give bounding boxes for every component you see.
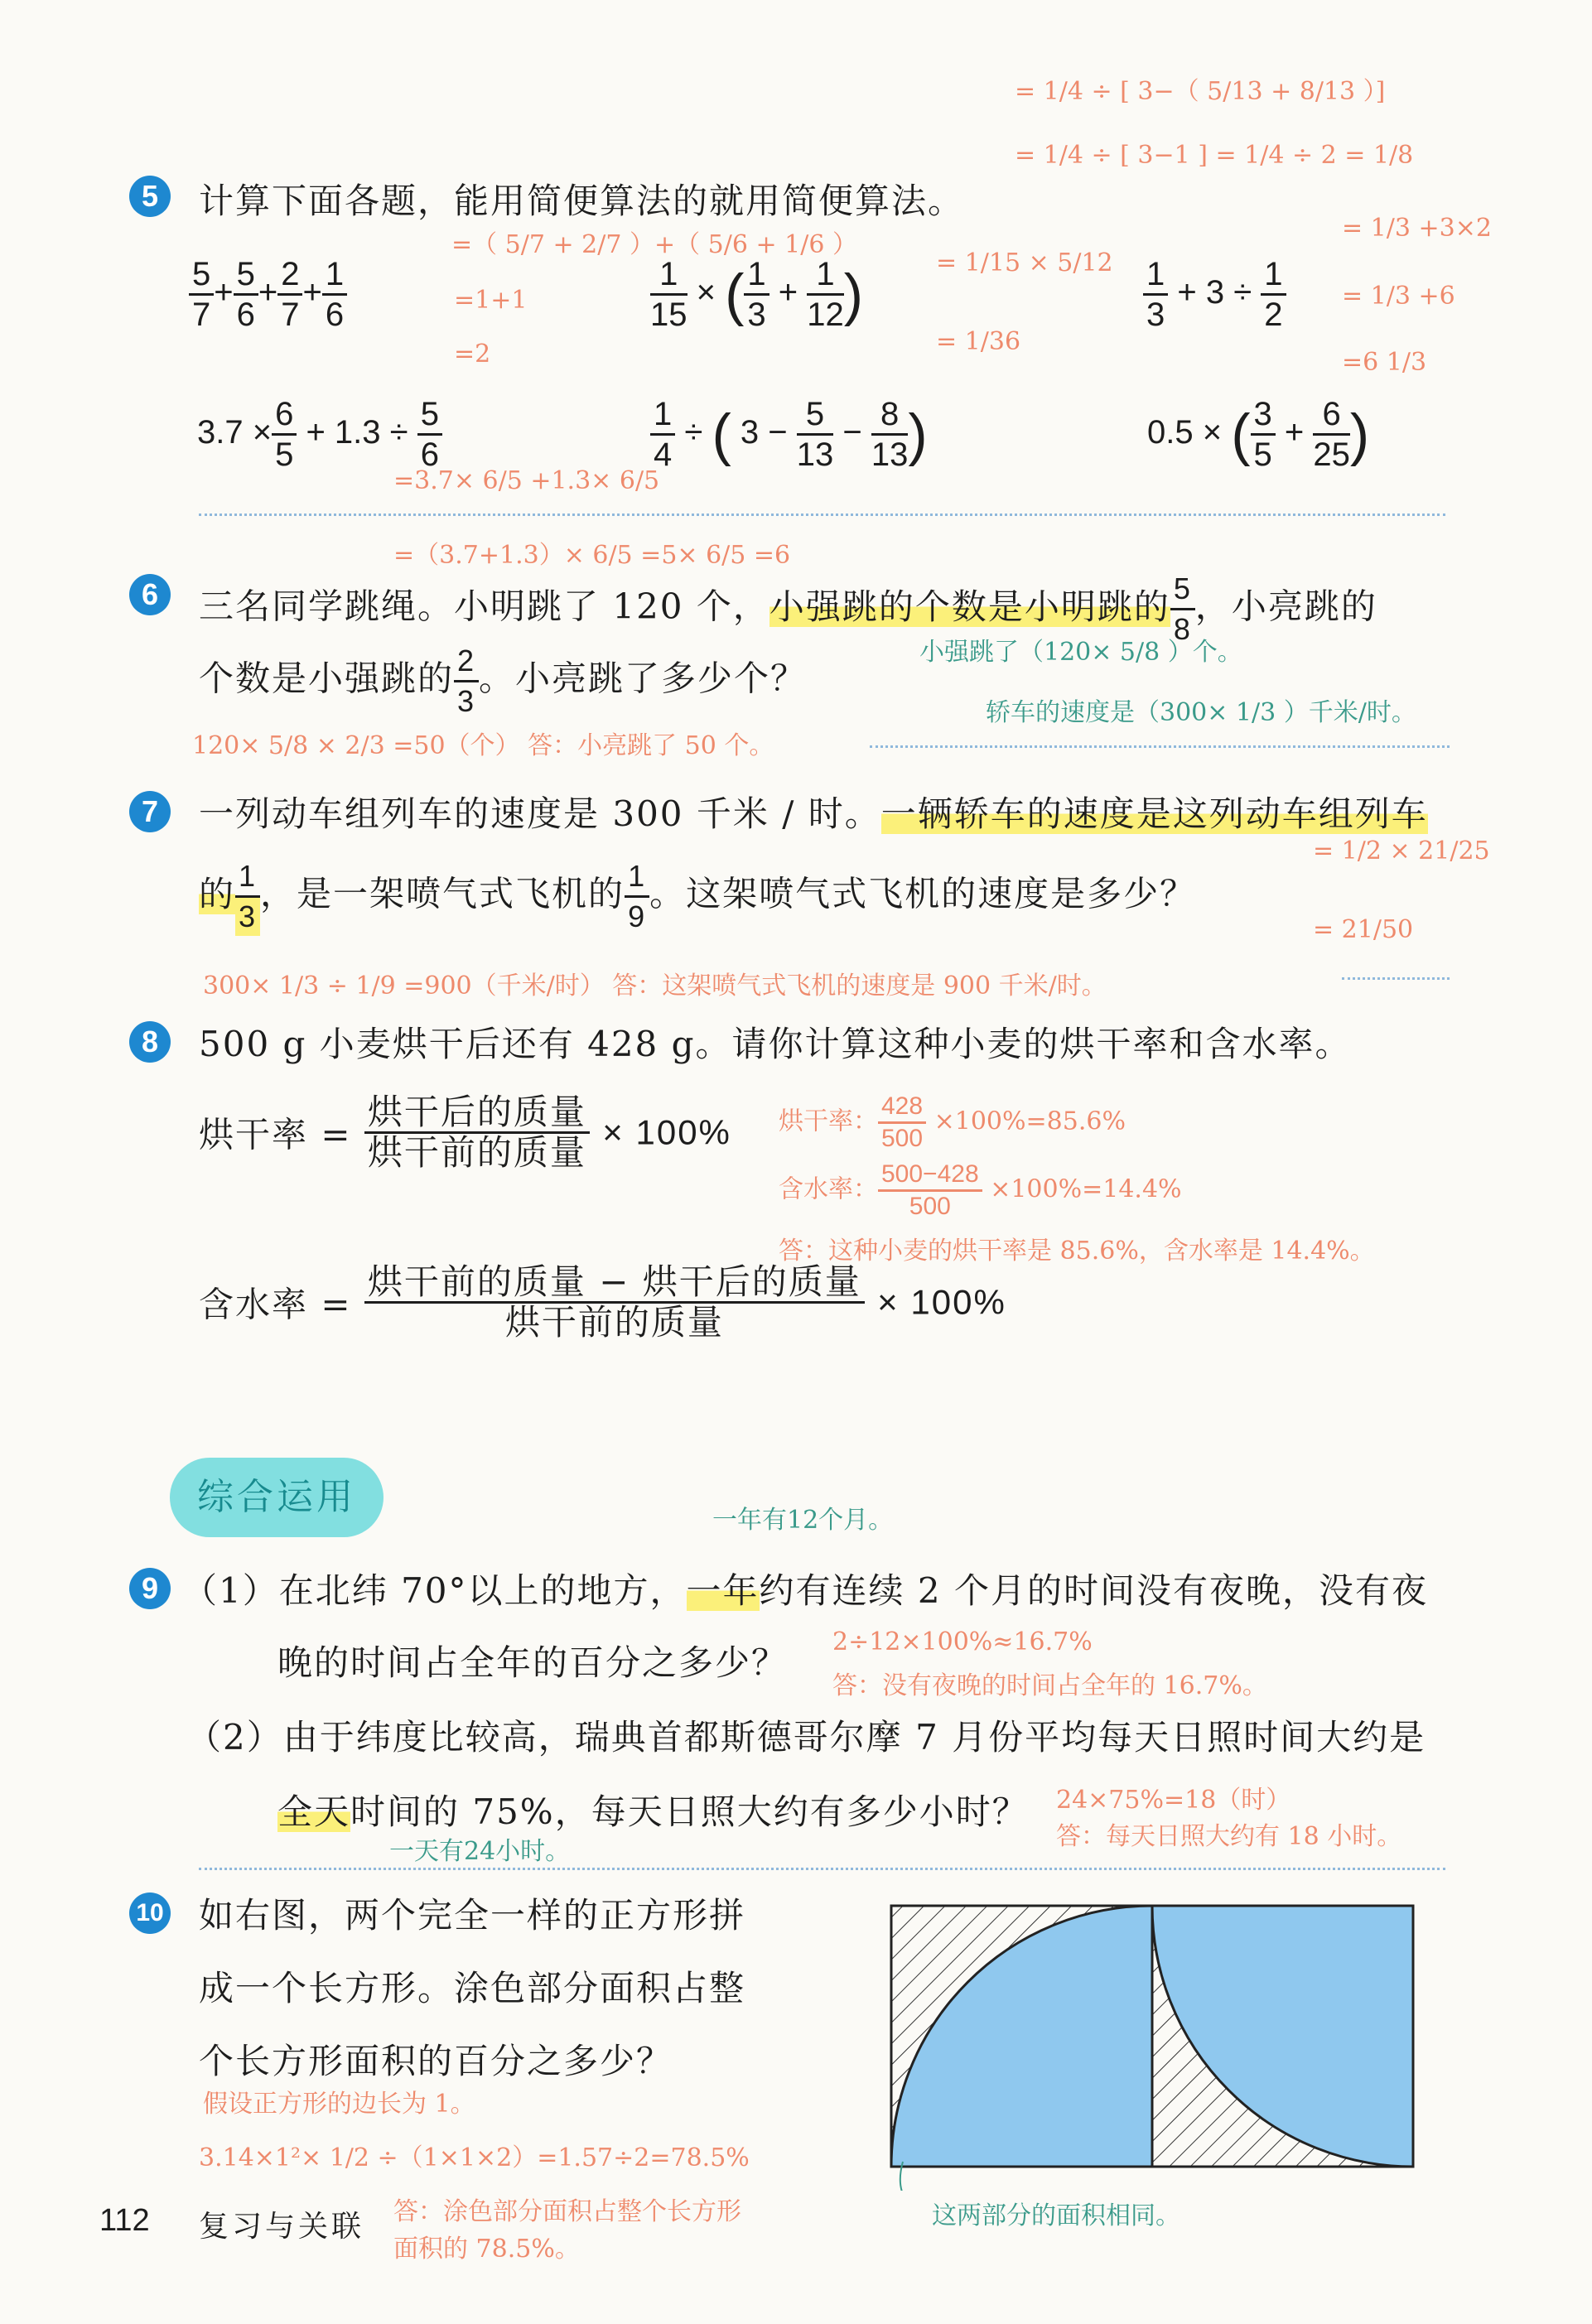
question-6-line2: 个数是小强跳的 $\frac{2}{3}$ 。小亮跳了多少个？ [199,644,808,718]
q5-a2-note1: = 1/15 × 5/12 [936,248,1113,277]
q6-answer: 120× 5/8 × 2/3 =50（个） 答：小亮跳了 50 个。 [192,731,774,760]
q5-b1-note2: =（3.7+1.3）× 6/5 =5× 6/5 =6 [393,541,791,570]
q9-part1-answer2: 答：没有夜晚的时间占全年的 16.7%。 [832,1671,1267,1700]
q8-answer-1: 烘干率： $\frac{428}{500}$ ×100%=85.6% [779,1092,1126,1152]
question-5-text: 计算下面各题，能用简便算法的就用简便算法。 [199,181,965,221]
q7-answer: 300× 1/3 ÷ 1/9 =900（千米/时） 答：这架喷气式飞机的速度是 900 千米/时。 [203,972,1107,1000]
question-7-number: 7 [129,791,171,832]
q5-a1-note1: =（ 5/7 + 2/7 ）+（ 5/6 + 1/6 ） [451,230,857,259]
formula-moisture-rate: 含水率 = $\frac{\text{烘干前的质量 − 烘干后的质量}}{\text{烘干前的质量}}$ × 100% [199,1261,1006,1343]
q10-answer1: 假设正方形的边长为 1。 [203,2090,475,2119]
question-9-part2-line1: （2）由于纬度比较高，瑞典首都斯德哥尔摩 7 月份平均每天日照时间大约是 [186,1717,1426,1757]
divider [870,745,1450,748]
q5-b3-note2: = 21/50 [1313,915,1414,944]
q10-answer2: 3.14×1²× 1/2 ÷（1×1×2）=1.57÷2=78.5% [199,2143,750,2172]
question-7-line1: 一列动车组列车的速度是 300 千米 / 时。一辆轿车的速度是这列动车组列车 [199,793,1428,834]
q8-answer-2: 含水率： $\frac{500-428}{500}$ ×100%=14.4% [779,1160,1182,1220]
q9-part1-answer1: 2÷12×100%≈16.7% [832,1627,1093,1656]
q9-note: 一年有12个月。 [712,1506,894,1535]
q9-part2-note: 一天有24小时。 [389,1837,571,1866]
footer-title: 复习与关联 [199,2210,365,2244]
question-9-number: 9 [129,1568,171,1609]
q5-a1-note3: =2 [454,340,491,369]
q9-part2-answer1: 24×75%=18（时） [1056,1786,1291,1815]
q5-a3-note1: = 1/3 +3×2 [1342,214,1492,243]
question-8-text: 500 g 小麦烘干后还有 428 g。请你计算这种小麦的烘干率和含水率。 [199,1024,1352,1064]
q8-answer-3: 答：这种小麦的烘干率是 85.6%，含水率是 14.4%。 [779,1237,1375,1266]
divider [1342,977,1450,980]
q5-a2-expression: $\frac{1}{15}$ × ( $\frac{1}{3}$ + $\frac{1}{12}$ ) [650,256,864,333]
q10-answer4: 面积的 78.5%。 [393,2235,580,2264]
q5-b2-note1: = 1/4 ÷ [ 3−（ 5/13 + 8/13 ）] [1015,77,1386,106]
q5-a3-note2: = 1/3 +6 [1342,282,1455,311]
figure-note: 这两部分的面积相同。 [932,2201,1180,2230]
formula-drying-rate: 烘干率 = $\frac{\text{烘干后的质量}}{\text{烘干前的质量}}$ × 100% [199,1092,731,1173]
q6-note: 小强跳了（120× 5/8 ）个。 [919,638,1242,667]
q5-a2-note2: = 1/36 [936,327,1021,356]
q5-a1-note2: =1+1 [454,286,528,315]
question-5-number: 5 [129,176,171,217]
q5-b1-note1: =3.7× 6/5 +1.3× 6/5 [393,466,660,495]
q5-a3-note3: =6 1/3 [1342,348,1427,377]
q5-b3-expression: 0.5 × ( $\frac{3}{5}$ + $\frac{6}{25}$ ) [1147,396,1370,473]
q5-a1-expression: $\frac{5}{7}$ + $\frac{5}{6}$ + $\frac{2}{7}$ + $\frac{1}{6}$ [189,255,347,334]
divider [199,1868,1445,1870]
q7-note: 轿车的速度是（300× 1/3 ）千米/时。 [986,698,1416,727]
q10-answer3: 答：涂色部分面积占整个长方形 [393,2197,741,2226]
q5-b2-note2: = 1/4 ÷ [ 3−1 ] = 1/4 ÷ 2 = 1/8 [1015,141,1414,170]
q5-b1-expression: 3.7 × $\frac{6}{5}$ + 1.3 ÷ $\frac{5}{6}$ [197,395,442,474]
question-9-part1-line1: （1）在北纬 70°以上的地方，一年约有连续 2 个月的时间没有夜晚，没有夜 [182,1570,1428,1611]
q5-b2-expression: $\frac{1}{4}$ ÷ ( 3 − $\frac{5}{13}$ − $\frac{8}{13}$ ) [650,395,928,474]
question-10-line1: 如右图，两个完全一样的正方形拼 [199,1895,746,1936]
question-10-line2: 成一个长方形。涂色部分面积占整 [199,1968,746,2008]
divider [199,513,1445,516]
two-squares-figure [886,1901,1425,2191]
question-10-number: 10 [129,1892,171,1934]
question-8-number: 8 [129,1021,171,1063]
question-6-number: 6 [129,574,171,615]
section-title-badge: 综合运用 [170,1458,384,1537]
question-9-part1-line2: 晚的时间占全年的百分之多少？ [277,1642,789,1683]
question-9-part2-line2: 全天时间的 75%，每天日照大约有多少小时？ [277,1791,1029,1832]
question-6-line1: 三名同学跳绳。小明跳了 120 个，小强跳的个数是小明跳的 $\frac{5}{8}$ ，小亮跳的 [199,571,1377,646]
question-7-line2: 的 $\frac{1}{3}$ ，是一架喷气式飞机的 $\frac{1}{9}$ 。这架喷气式飞机的速度是多少？ [199,857,1196,936]
page-number: 112 [99,2203,150,2238]
q5-b3-note1: = 1/2 × 21/25 [1313,837,1490,865]
question-10-line3: 个长方形面积的百分之多少？ [199,2041,673,2081]
q5-a3-expression: $\frac{1}{3}$ + 3 ÷ $\frac{1}{2}$ [1143,255,1286,334]
q9-part2-answer2: 答：每天日照大约有 18 小时。 [1056,1822,1402,1851]
